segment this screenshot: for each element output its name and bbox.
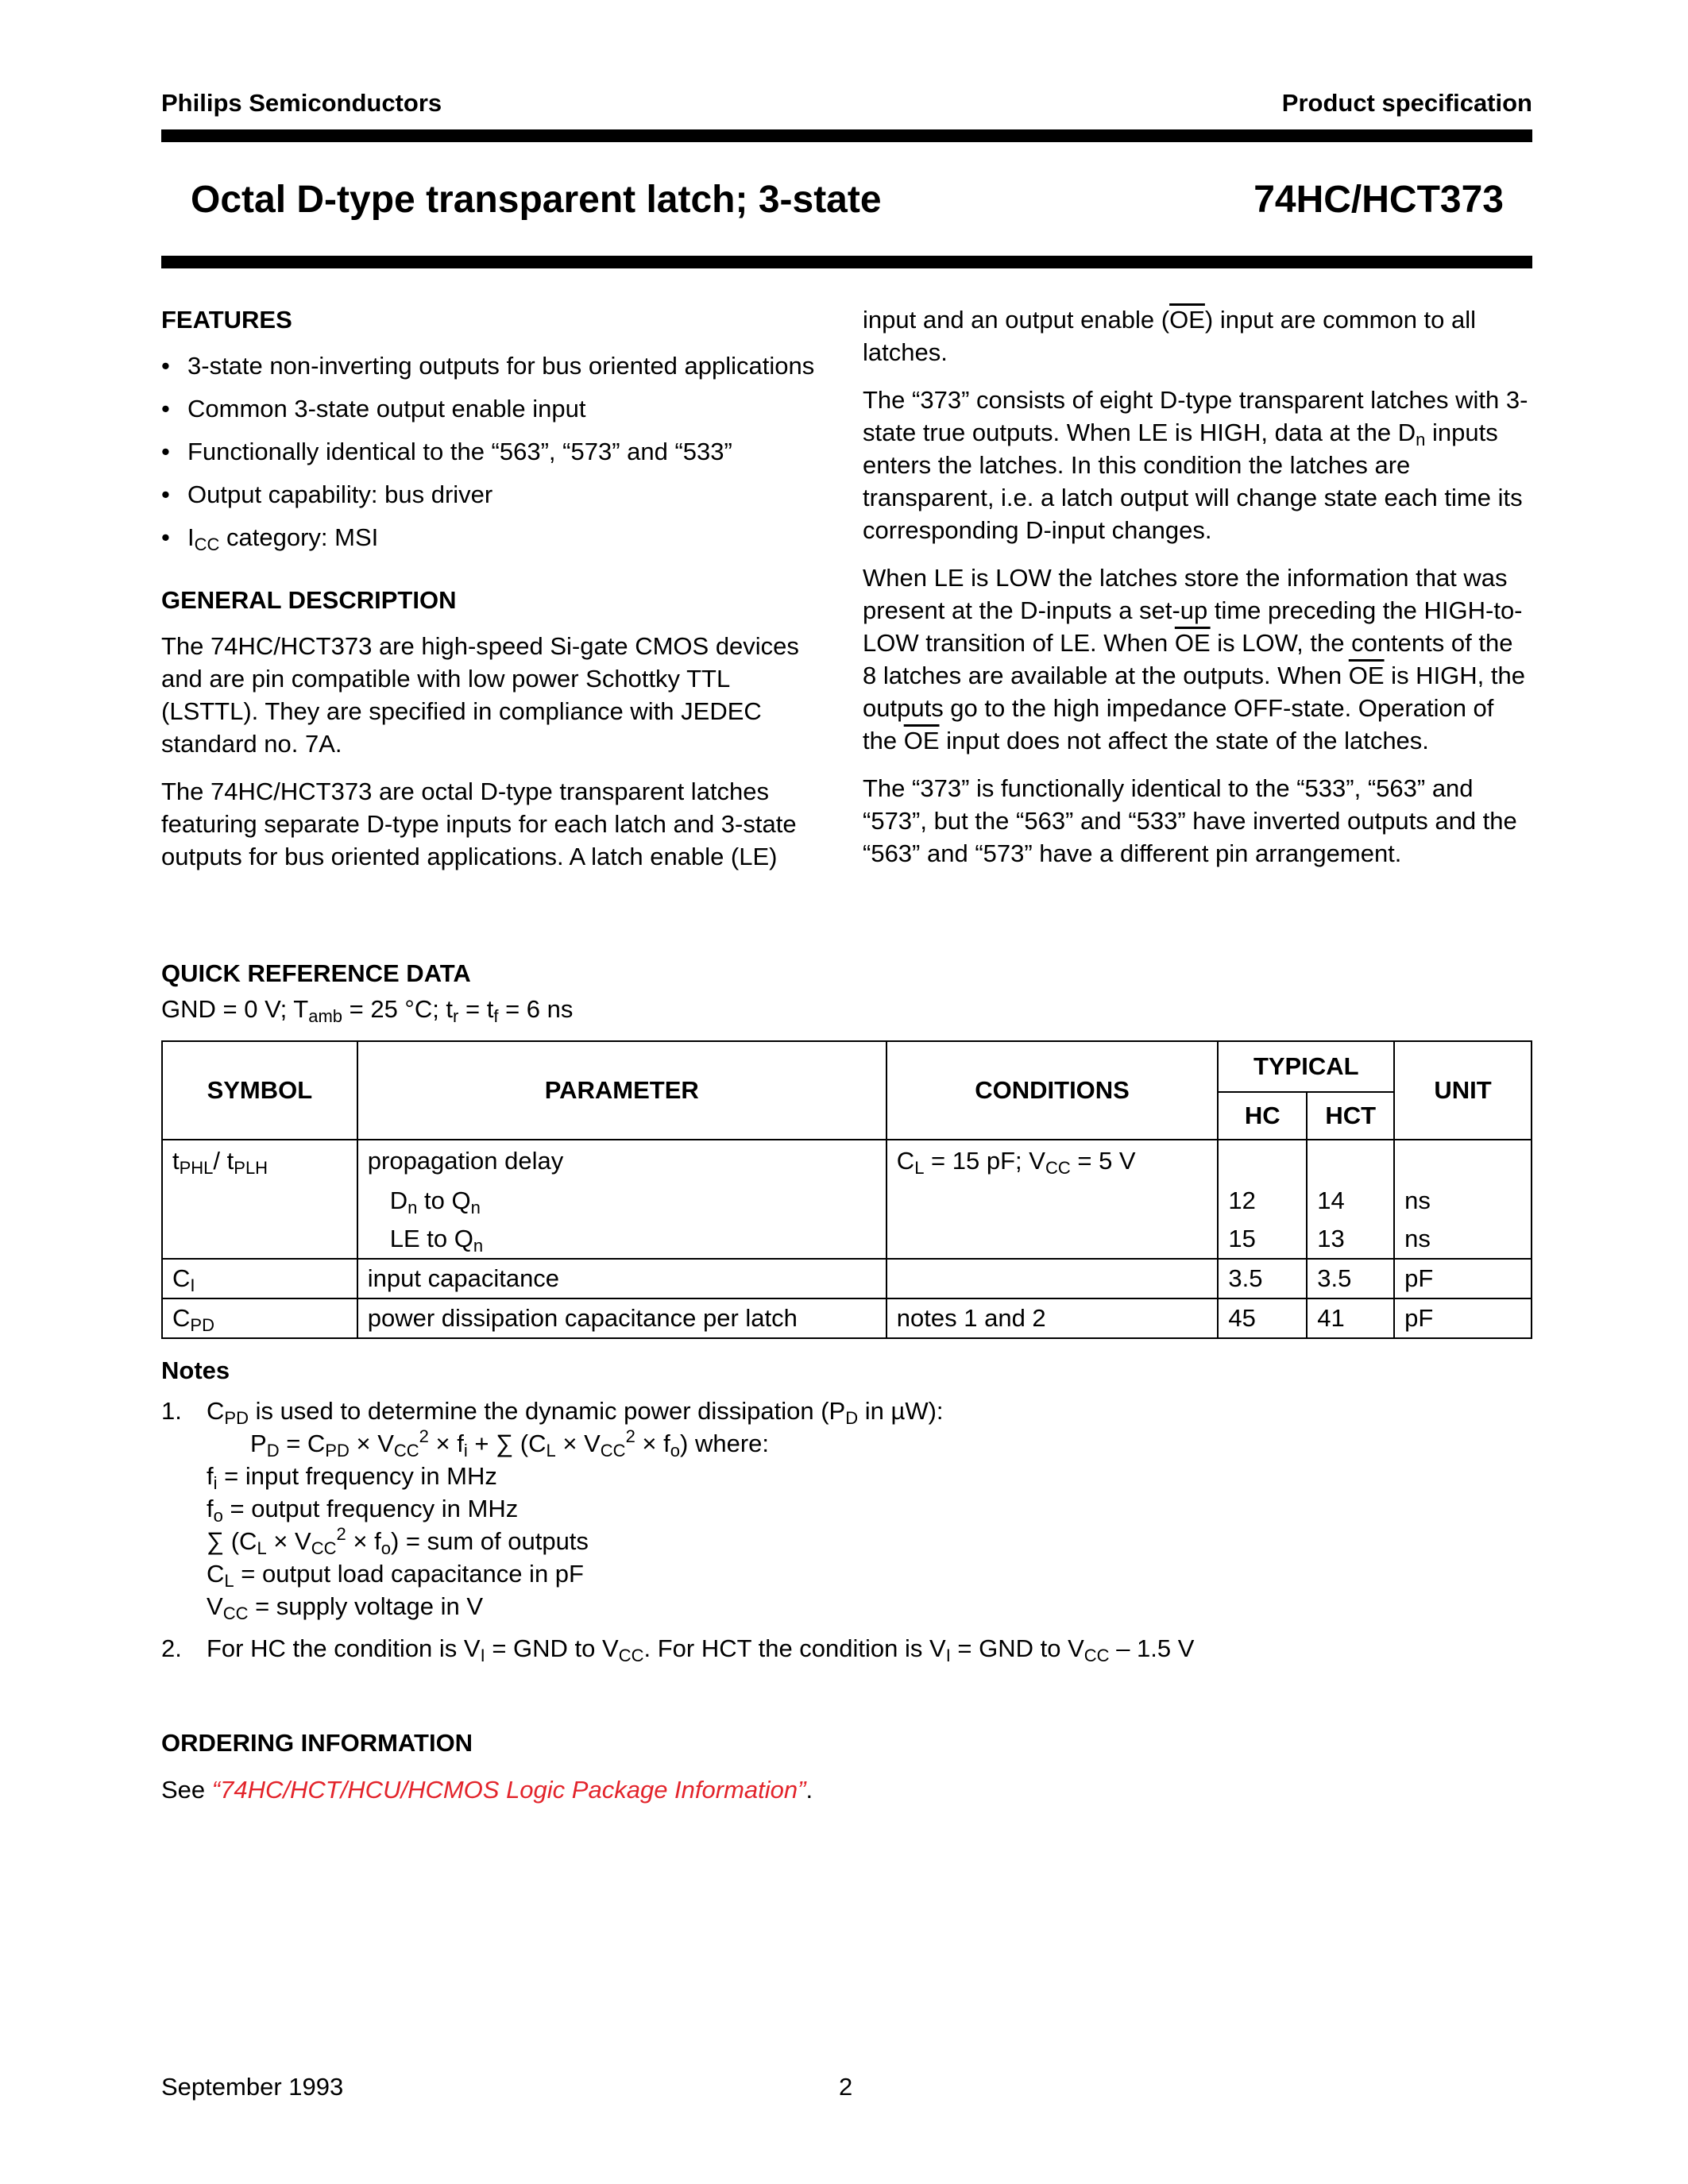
subscript: L (224, 1571, 234, 1591)
notes-section (161, 1354, 1532, 1665)
cell-hc (1218, 1140, 1307, 1182)
text-fragment: × V (555, 1430, 601, 1457)
oe-signal: $\overline{OE}$ (1348, 662, 1385, 689)
subscript: L (257, 1538, 267, 1558)
text-fragment: is LOW, the contents of the 8 latches are available at the outputs. When (863, 629, 1513, 689)
subscript: PLH (234, 1158, 268, 1178)
subscript: D (266, 1441, 280, 1461)
notes-heading: Notes (161, 1356, 230, 1384)
subscript: CC (222, 1603, 249, 1623)
cell-parameter: power dissipation capacitance per latch (357, 1298, 886, 1338)
text-fragment: ) input are common to all latches. (863, 306, 1477, 366)
subscript: CC (393, 1441, 419, 1461)
text-fragment: For HC the condition is V (207, 1634, 481, 1662)
oe-signal: $\overline{OE}$ (1169, 306, 1205, 334)
note-number: 1. (161, 1397, 182, 1425)
features-heading: FEATURES (161, 306, 292, 334)
cell-hct: 3.5 (1307, 1259, 1394, 1298)
subscript: PD (325, 1441, 350, 1461)
cell-unit: pF (1394, 1298, 1532, 1338)
text-fragment: D (389, 1187, 408, 1214)
features-list (161, 349, 831, 554)
text-fragment: = 5 V (1070, 1147, 1136, 1175)
general-paragraph-1: The 74HC/HCT373 are high-speed Si-gate CMOS devices and are pin compatible with low power Schottky TTL (LSTTL). They are specified in compliance with JEDEC standard no. 7A. (161, 632, 799, 758)
text-fragment: / t (213, 1147, 234, 1175)
text-fragment: input does not affect the state of the latches. (939, 727, 1429, 754)
general-paragraph-5 (863, 561, 1532, 757)
cell-parameter (357, 1182, 886, 1220)
subscript: PD (190, 1315, 214, 1335)
note-line (207, 1590, 944, 1623)
cell-unit: pF (1394, 1259, 1532, 1298)
right-column (863, 303, 1532, 885)
cell-conditions (886, 1259, 1219, 1298)
subscript: o (670, 1441, 681, 1461)
qrd-conditions (161, 995, 573, 1024)
text-fragment: = t (458, 995, 494, 1023)
header-conditions: CONDITIONS (886, 1041, 1219, 1140)
bullet: • (161, 352, 170, 380)
ordering-heading: ORDERING INFORMATION (161, 1729, 473, 1757)
header-parameter: PARAMETER (357, 1041, 886, 1140)
text-fragment: f (207, 1495, 214, 1522)
text-fragment: × f (428, 1430, 464, 1457)
text-fragment: GND = 0 V; T (161, 995, 309, 1023)
text-fragment: = GND to V (485, 1634, 619, 1662)
left-column (161, 303, 831, 888)
text-fragment: = input frequency in MHz (217, 1462, 497, 1490)
subscript: o (213, 1506, 223, 1526)
note-1 (161, 1395, 1532, 1623)
list-item (161, 521, 831, 554)
text-fragment: C (896, 1147, 915, 1175)
list-item (161, 349, 831, 382)
note-body (207, 1395, 944, 1623)
subscript: f (493, 1006, 499, 1026)
text-fragment: V (207, 1592, 223, 1620)
ordering-text (161, 1776, 813, 1804)
subscript: i (213, 1473, 218, 1493)
text-fragment: + ∑ (C (467, 1430, 547, 1457)
subscript: L (546, 1441, 556, 1461)
table-row (162, 1182, 1532, 1220)
bullet: • (161, 395, 170, 423)
cell-hc: 15 (1218, 1220, 1307, 1259)
page-title: Octal D-type transparent latch; 3-state (191, 179, 882, 221)
oe-signal: $\overline{OE}$ (903, 727, 940, 754)
cell-parameter: input capacitance (357, 1259, 886, 1298)
header-hc: HC (1218, 1092, 1307, 1140)
text-fragment: C (172, 1304, 191, 1332)
page-number: 2 (839, 2073, 853, 2101)
subscript: n (473, 1236, 484, 1256)
text-fragment: category: MSI (219, 523, 379, 551)
bullet: • (161, 480, 170, 508)
header-symbol: SYMBOL (162, 1041, 357, 1140)
subscript: PD (224, 1408, 249, 1428)
text-fragment: input and an output enable ( (863, 306, 1170, 334)
cell-hct: 14 (1307, 1182, 1394, 1220)
cell-symbol (162, 1298, 357, 1338)
quick-reference-table (161, 1040, 1532, 1339)
title-rule (161, 256, 1532, 268)
company-name: Philips Semiconductors (161, 89, 442, 117)
subscript: I (945, 1646, 951, 1665)
table-row (162, 1298, 1532, 1338)
table-header-row (162, 1041, 1532, 1092)
subscript: amb (308, 1006, 342, 1026)
text-fragment: is used to determine the dynamic power dissipation (P (248, 1397, 846, 1425)
header-typical: TYPICAL (1218, 1041, 1394, 1092)
subscript: i (463, 1441, 468, 1461)
note-number: 2. (161, 1634, 182, 1662)
cell-conditions (886, 1220, 1219, 1259)
subscript: n (408, 1198, 418, 1217)
subscript: I (190, 1275, 195, 1295)
subscript: CC (1045, 1158, 1071, 1178)
text-fragment: – 1.5 V (1109, 1634, 1195, 1662)
text-fragment: When LE is LOW the latches store the information that was present at the D-inputs a set-up time preceding the HIGH-to-LOW transition of LE. When (863, 564, 1523, 657)
cell-symbol (162, 1220, 357, 1259)
power-equation (207, 1427, 944, 1460)
document-type: Product specification (1281, 89, 1532, 117)
note-2 (161, 1632, 1532, 1665)
cell-parameter: propagation delay (357, 1140, 886, 1182)
feature-text (187, 523, 379, 554)
text-fragment: inputs enters the latches. In this condition the latches are transparent, i.e. a latch output will change state each time its corresponding D-input changes. (863, 419, 1523, 544)
package-info-link[interactable]: “74HC/HCT/HCU/HCMOS Logic Package Information” (211, 1776, 806, 1804)
text-fragment: = output load capacitance in pF (234, 1560, 584, 1588)
superscript: 2 (419, 1426, 429, 1446)
text-fragment: f (207, 1462, 214, 1490)
cell-hct: 41 (1307, 1298, 1394, 1338)
list-item (161, 435, 831, 468)
note-line (207, 1460, 944, 1492)
superscript: 2 (336, 1524, 346, 1544)
text-fragment: in µW): (858, 1397, 944, 1425)
subscript: CC (194, 534, 220, 554)
cell-unit: ns (1394, 1182, 1532, 1220)
part-number: 74HC/HCT373 (1253, 179, 1504, 221)
cell-parameter (357, 1220, 886, 1259)
text-fragment: ) = sum of outputs (390, 1527, 589, 1555)
subscript: n (1416, 430, 1426, 450)
cell-unit: ns (1394, 1220, 1532, 1259)
feature-text: Output capability: bus driver (187, 480, 493, 508)
subscript: n (470, 1198, 481, 1217)
subscript: L (914, 1158, 925, 1178)
subscript: CC (618, 1646, 644, 1665)
text-fragment: = supply voltage in V (248, 1592, 484, 1620)
cell-unit (1394, 1140, 1532, 1182)
text-fragment: × f (635, 1430, 670, 1457)
cell-hct (1307, 1140, 1394, 1182)
bullet: • (161, 438, 170, 465)
text-fragment: See (161, 1776, 212, 1804)
header-unit: UNIT (1394, 1041, 1532, 1140)
list-item (161, 392, 831, 425)
subscript: r (453, 1006, 459, 1026)
text-fragment: C (207, 1397, 225, 1425)
cell-symbol (162, 1259, 357, 1298)
subscript: o (380, 1538, 391, 1558)
feature-text: Functionally identical to the “563”, “573” and “533” (187, 438, 732, 465)
cell-conditions (886, 1140, 1219, 1182)
text-fragment: × V (266, 1527, 311, 1555)
text-fragment: = 6 ns (498, 995, 574, 1023)
text-fragment: P (250, 1430, 267, 1457)
text-fragment: × f (346, 1527, 381, 1555)
subscript: D (845, 1408, 859, 1428)
subscript: CC (1083, 1646, 1110, 1665)
cell-hct: 13 (1307, 1220, 1394, 1259)
note-line (207, 1557, 944, 1590)
text-fragment: . (805, 1776, 813, 1804)
text-fragment: I (187, 523, 195, 551)
superscript: 2 (625, 1426, 635, 1446)
text-fragment: is HIGH, the outputs go to the high impedance OFF-state. Operation of the (863, 662, 1525, 754)
subscript: PHL (179, 1158, 214, 1178)
text-fragment: ∑ (C (207, 1527, 257, 1555)
subscript: I (480, 1646, 485, 1665)
cell-hc: 3.5 (1218, 1259, 1307, 1298)
text-fragment: C (172, 1264, 191, 1292)
table-row (162, 1259, 1532, 1298)
text-fragment: = 25 °C; t (342, 995, 454, 1023)
feature-text: 3-state non-inverting outputs for bus oriented applications (187, 352, 815, 380)
feature-text: Common 3-state output enable input (187, 395, 586, 423)
bullet: • (161, 523, 170, 551)
subscript: CC (600, 1441, 626, 1461)
table-row (162, 1220, 1532, 1259)
header-rule (161, 129, 1532, 142)
note-body (207, 1632, 1194, 1665)
text-fragment: C (207, 1560, 225, 1588)
text-fragment: = GND to V (950, 1634, 1084, 1662)
text-fragment: to Q (417, 1187, 471, 1214)
text-fragment: . For HCT the condition is V (643, 1634, 946, 1662)
text-fragment: ) where: (680, 1430, 769, 1457)
cell-hc: 12 (1218, 1182, 1307, 1220)
note-line (207, 1492, 944, 1525)
text-fragment: t (172, 1147, 180, 1175)
text-fragment: = C (279, 1430, 326, 1457)
text-fragment: The “373” consists of eight D-type transparent latches with 3-state true outputs. When LE is HIGH, data at the D (863, 386, 1528, 446)
table-row (162, 1140, 1532, 1182)
text-fragment: = 15 pF; V (924, 1147, 1045, 1175)
list-item (161, 478, 831, 511)
general-description-heading: GENERAL DESCRIPTION (161, 586, 457, 614)
header-hct: HCT (1307, 1092, 1394, 1140)
general-paragraph-3 (863, 303, 1532, 369)
cell-conditions: notes 1 and 2 (886, 1298, 1219, 1338)
general-paragraph-2: The 74HC/HCT373 are octal D-type transparent latches featuring separate D-type inputs for each latch and 3-state outputs for bus oriented applications. A latch enable (LE) (161, 778, 797, 870)
oe-signal: $\overline{OE}$ (1174, 629, 1211, 657)
qrd-heading: QUICK REFERENCE DATA (161, 959, 471, 987)
footer-date: September 1993 (161, 2073, 344, 2101)
text-fragment: = output frequency in MHz (222, 1495, 519, 1522)
note-line (207, 1525, 944, 1557)
cell-conditions (886, 1182, 1219, 1220)
general-paragraph-6: The “373” is functionally identical to the “533”, “563” and “573”, but the “563” and “533” have inverted outputs and the “563” and “573” have a different pin arrangement. (863, 774, 1517, 867)
general-paragraph-4 (863, 384, 1532, 546)
text-fragment: LE to Q (389, 1225, 473, 1252)
cell-symbol (162, 1182, 357, 1220)
text-fragment: × V (349, 1430, 394, 1457)
cell-symbol (162, 1140, 357, 1182)
subscript: CC (311, 1538, 337, 1558)
cell-hc: 45 (1218, 1298, 1307, 1338)
note-line (207, 1395, 944, 1427)
